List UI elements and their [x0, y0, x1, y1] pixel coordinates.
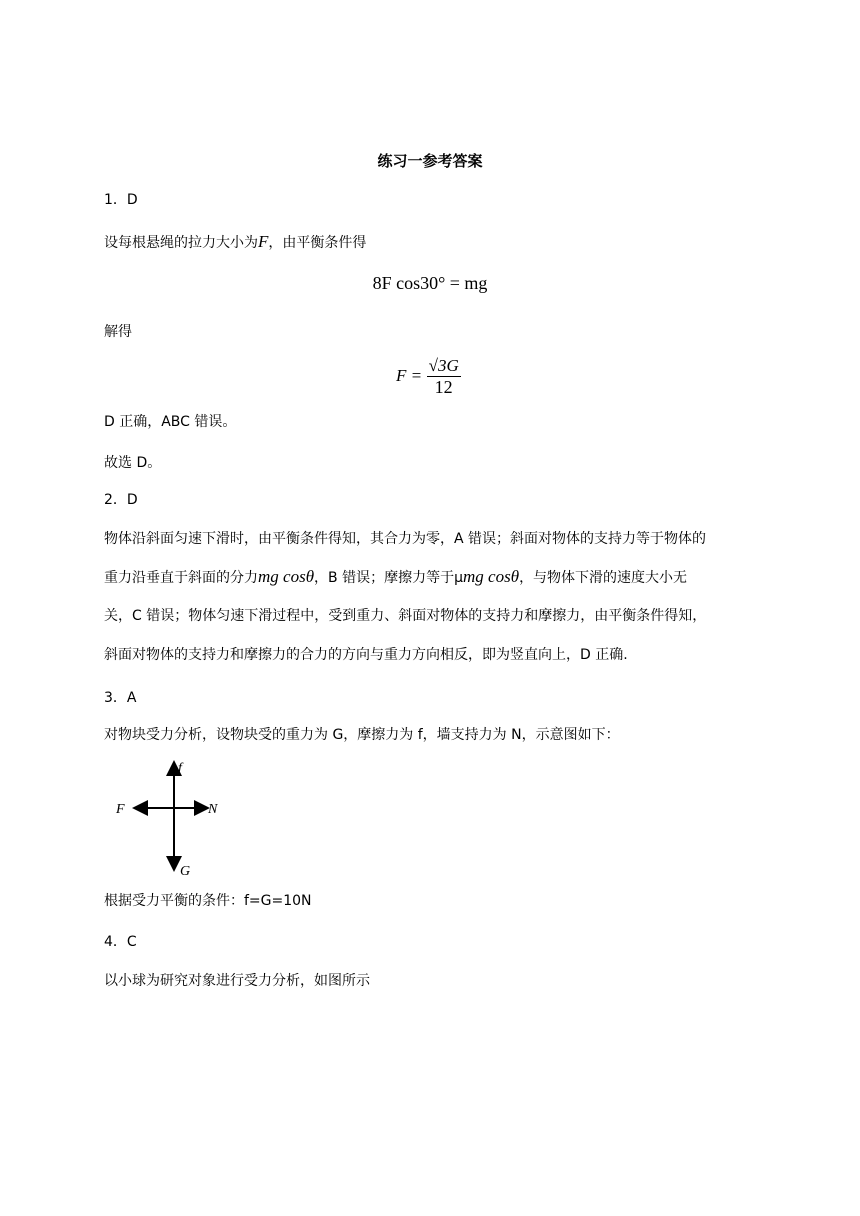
q2-formula-friction: mg cosθ — [463, 567, 520, 586]
q2-line2 — [104, 567, 687, 588]
q2-formula-normal: mg cosθ — [258, 567, 315, 586]
q1-var-f: F — [258, 232, 269, 251]
q1-eq2-lhs: F = — [396, 366, 423, 386]
q2-label: 2．D — [104, 492, 138, 508]
q3-line1: 对物块受力分析，设物块受的重力为 G，摩擦力为 f，墙支持力为 N，示意图如下： — [104, 727, 620, 743]
q3-label: 3．A — [104, 690, 137, 706]
q2-line2-c: ，与物体下滑的速度大小无 — [519, 570, 688, 586]
q1-equation-2 — [396, 356, 461, 398]
q1-eq2-numerator: √3G — [428, 356, 459, 375]
q1-line1-pre: 设每根悬绳的拉力大小为 — [104, 235, 258, 251]
q3-result: 根据受力平衡的条件：f=G=10N — [104, 893, 312, 909]
q4-label: 4．C — [104, 934, 137, 950]
q2-line2-a: 重力沿垂直于斜面的分力 — [104, 570, 258, 586]
q1-eq2-fraction — [427, 356, 461, 398]
label-N: N — [208, 802, 218, 817]
q1-eq2-denominator: 12 — [434, 377, 453, 397]
q2-line3: 关，C 错误；物体匀速下滑过程中，受到重力、斜面对物体的支持力和摩擦力，由平衡条件得知， — [104, 608, 707, 624]
force-diagram — [110, 758, 230, 880]
label-F: F — [116, 802, 125, 817]
q4-line1: 以小球为研究对象进行受力分析，如图所示 — [104, 973, 370, 989]
q2-line2-b: ，B 错误；摩擦力等于μ — [314, 570, 464, 586]
q1-choice: 故选 D。 — [104, 455, 162, 471]
q1-solve-label: 解得 — [104, 324, 132, 340]
q1-equation-1: 8F cos30° = mg — [372, 273, 488, 293]
label-f: f — [178, 761, 182, 776]
q1-line1-post: ，由平衡条件得 — [268, 235, 367, 251]
label-G: G — [180, 864, 191, 879]
q2-line4: 斜面对物体的支持力和摩擦力的合力的方向与重力方向相反，即为竖直向上，D 正确. — [104, 647, 628, 663]
q2-line1: 物体沿斜面匀速下滑时，由平衡条件得知，其合力为零，A 错误；斜面对物体的支持力等于物体的 — [104, 531, 707, 547]
page-title: 练习一参考答案 — [377, 152, 483, 170]
q1-label: 1．D — [104, 192, 138, 208]
q1-conclusion: D 正确，ABC 错误。 — [104, 414, 237, 430]
q1-line1 — [104, 232, 366, 253]
